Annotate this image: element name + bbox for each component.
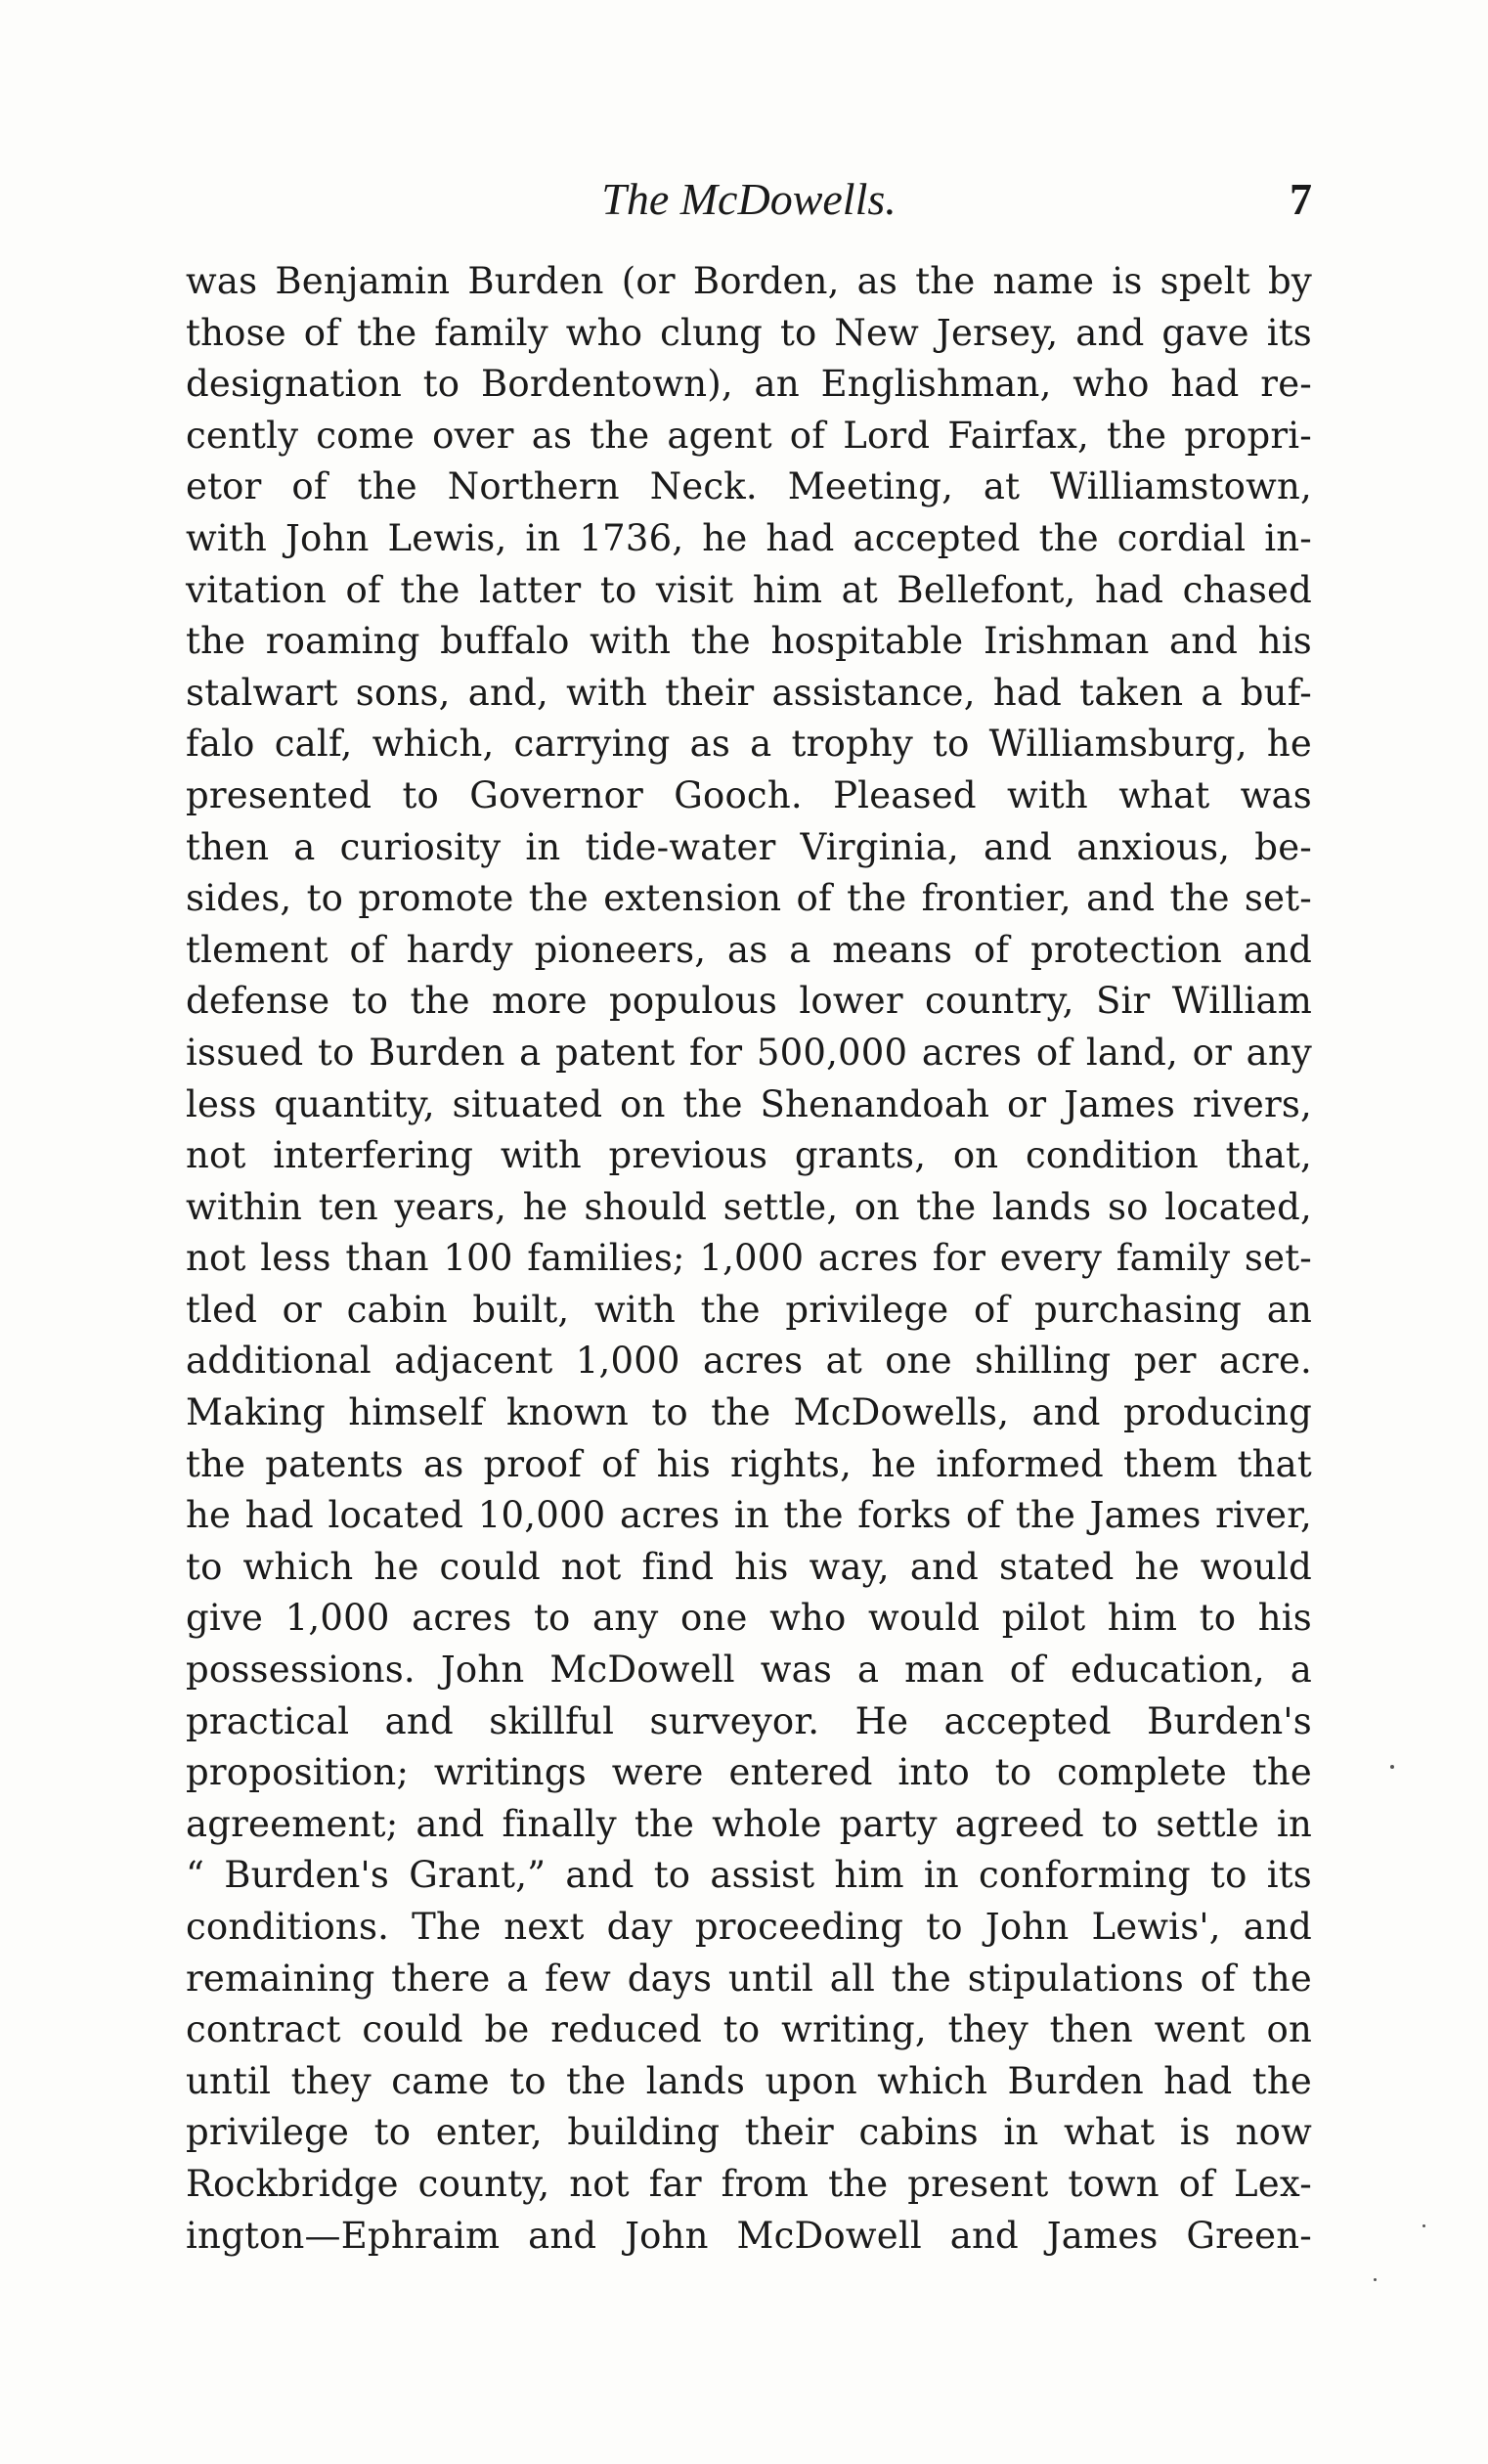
text-line: possessions. John McDowell was a man of education, a bbox=[186, 1649, 1312, 1692]
running-header bbox=[186, 172, 1312, 231]
text-line: cently come over as the agent of Lord Fairfax, the propri- bbox=[186, 414, 1312, 457]
text-line: agreement; and finally the whole party agreed to settle in bbox=[186, 1802, 1312, 1845]
text-line: within ten years, he should settle, on the lands so located, bbox=[186, 1185, 1312, 1228]
text-line: until they came to the lands upon which Burden had the bbox=[186, 2059, 1312, 2102]
text-line: he had located 10,000 acres in the forks of the James river, bbox=[186, 1494, 1312, 1537]
text-line: the patents as proof of his rights, he informed them that bbox=[186, 1442, 1312, 1485]
scan-speck bbox=[1390, 1765, 1394, 1769]
text-line: stalwart sons, and, with their assistance, had taken a buf- bbox=[186, 671, 1312, 714]
text-line: give 1,000 acres to any one who would pilot him to his bbox=[186, 1597, 1312, 1640]
text-line: ington—Ephraim and John McDowell and James Green- bbox=[186, 2214, 1312, 2257]
page-number: 7 bbox=[1290, 174, 1312, 224]
text-line: presented to Governor Gooch. Pleased with what was bbox=[186, 773, 1312, 816]
text-line: proposition; writings were entered into to complete the bbox=[186, 1751, 1312, 1794]
text-line: additional adjacent 1,000 acres at one shilling per acre. bbox=[186, 1340, 1312, 1383]
scan-speck bbox=[1422, 2224, 1425, 2227]
text-line: with John Lewis, in 1736, he had accepted the cordial in- bbox=[186, 516, 1312, 559]
text-line: practical and skillful surveyor. He accepted Burden's bbox=[186, 1699, 1312, 1742]
text-line: to which he could not find his way, and stated he would bbox=[186, 1545, 1312, 1588]
text-line: sides, to promote the extension of the frontier, and the set- bbox=[186, 877, 1312, 920]
body-text bbox=[186, 256, 1312, 2262]
text-line: “ Burden's Grant,” and to assist him in conforming to its bbox=[186, 1854, 1312, 1897]
text-line: defense to the more populous lower country, Sir William bbox=[186, 980, 1312, 1023]
text-line: was Benjamin Burden (or Borden, as the name is spelt by bbox=[186, 260, 1312, 302]
text-line: not less than 100 families; 1,000 acres for every family set- bbox=[186, 1237, 1312, 1280]
text-line: issued to Burden a patent for 500,000 acres of land, or any bbox=[186, 1031, 1312, 1074]
text-line: conditions. The next day proceeding to John Lewis', and bbox=[186, 1906, 1312, 1948]
text-line: falo calf, which, carrying as a trophy to Williamsburg, he bbox=[186, 723, 1312, 766]
text-line: privilege to enter, building their cabins in what is now bbox=[186, 2111, 1312, 2154]
text-line: remaining there a few days until all the stipulations of the bbox=[186, 1957, 1312, 2000]
text-line: then a curiosity in tide-water Virginia, and anxious, be- bbox=[186, 825, 1312, 868]
text-line: Rockbridge county, not far from the present town of Lex- bbox=[186, 2162, 1312, 2205]
text-line: the roaming buffalo with the hospitable Irishman and his bbox=[186, 620, 1312, 663]
text-line: contract could be reduced to writing, they then went on bbox=[186, 2008, 1312, 2051]
text-line: Making himself known to the McDowells, and producing bbox=[186, 1391, 1312, 1434]
text-line: vitation of the latter to visit him at Bellefont, had chased bbox=[186, 568, 1312, 611]
text-line: not interfering with previous grants, on condition that, bbox=[186, 1134, 1312, 1177]
text-line: less quantity, situated on the Shenandoah or James rivers, bbox=[186, 1082, 1312, 1125]
text-line: those of the family who clung to New Jersey, and gave its bbox=[186, 311, 1312, 354]
text-line: designation to Bordentown), an Englishman, who had re- bbox=[186, 363, 1312, 406]
text-line: tled or cabin built, with the privilege of purchasing an bbox=[186, 1288, 1312, 1331]
text-line: tlement of hardy pioneers, as a means of protection and bbox=[186, 928, 1312, 971]
scan-speck bbox=[1374, 2278, 1377, 2281]
text-line: etor of the Northern Neck. Meeting, at Williamstown, bbox=[186, 465, 1312, 508]
running-title: The McDowells. bbox=[601, 174, 897, 224]
